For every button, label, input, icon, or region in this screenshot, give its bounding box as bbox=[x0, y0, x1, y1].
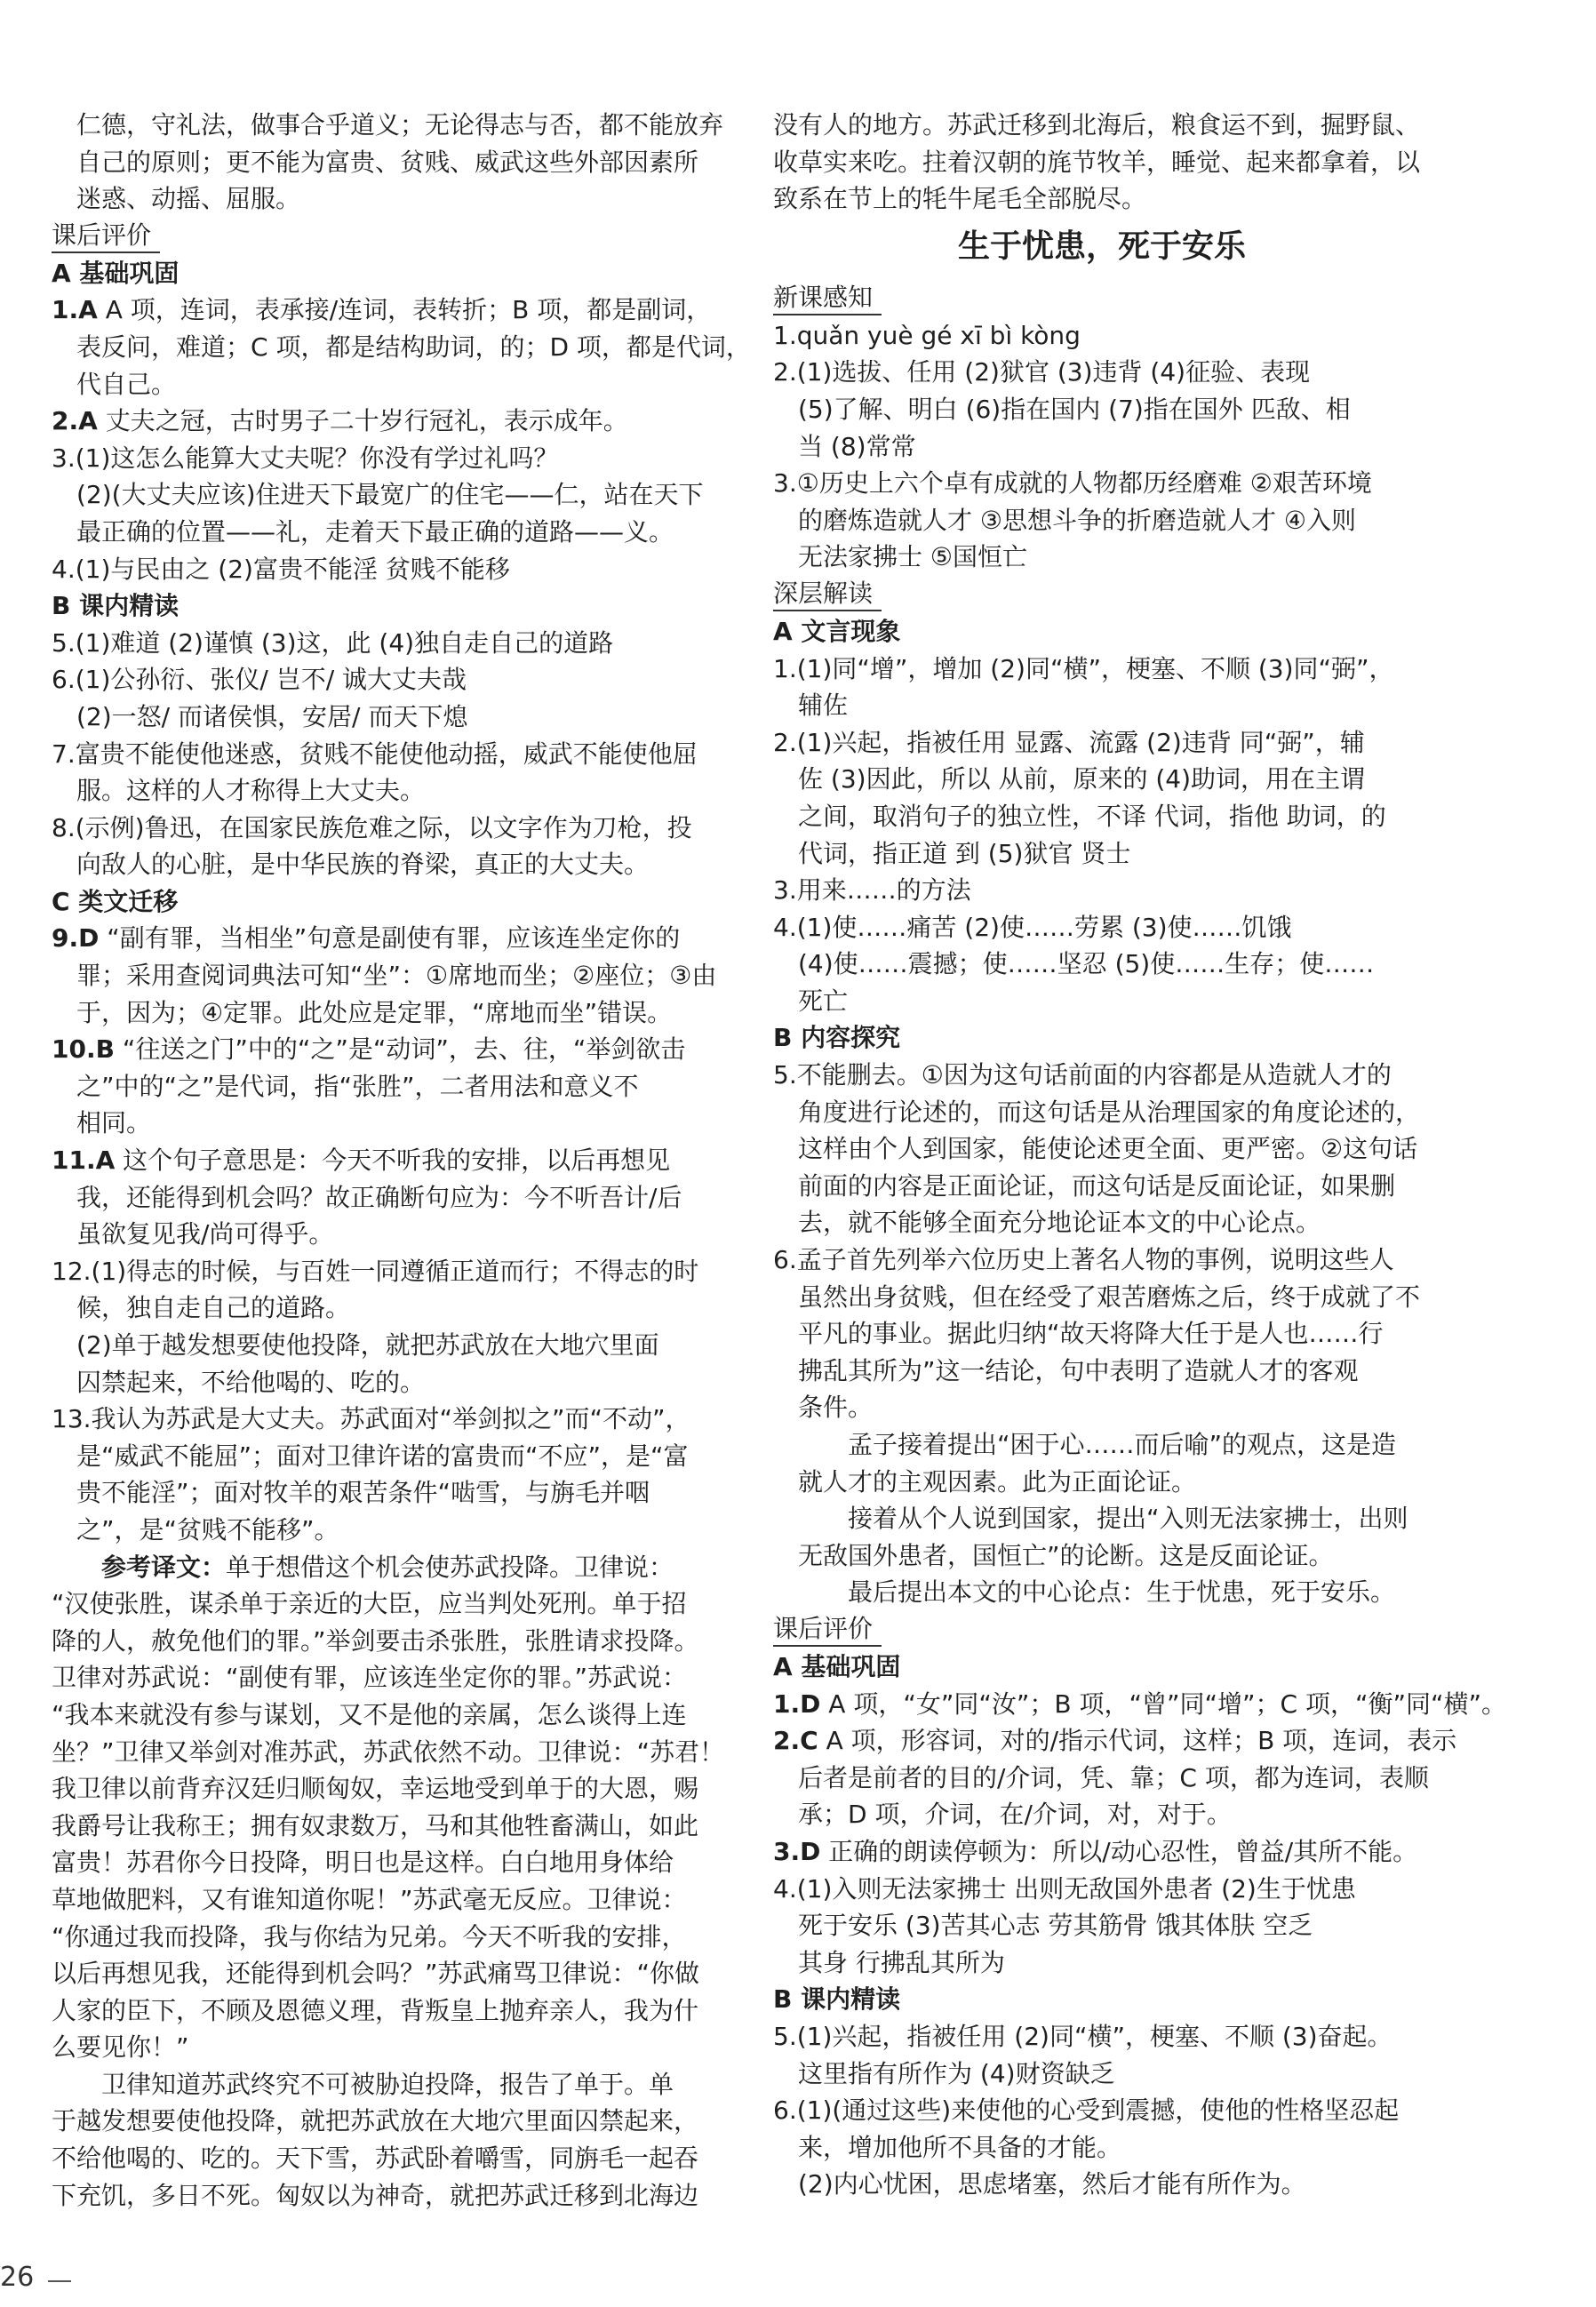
answer-number: 11.A bbox=[52, 1146, 116, 1176]
line-text: 死于安乐 (3)苦其心志 劳其筋骨 饿其体肤 空乏 bbox=[798, 1911, 1313, 1941]
line-text: “汉使张胜，谋杀单于亲近的大臣，应当判处死刑。单于招 bbox=[52, 1589, 687, 1619]
text-line bbox=[52, 2177, 711, 2215]
text-line bbox=[773, 1389, 1431, 1426]
answer-number: 2.C bbox=[773, 1726, 818, 1756]
text-line bbox=[773, 1168, 1431, 1205]
text-line bbox=[52, 476, 711, 514]
text-line bbox=[52, 661, 711, 698]
line-text: 我卫律以前背弃汉廷归顺匈奴，幸运地受到单于的大恩，赐 bbox=[52, 1774, 699, 1804]
section-tag-wrap bbox=[773, 576, 1431, 613]
text-line bbox=[52, 1696, 711, 1734]
text-line bbox=[52, 1289, 711, 1327]
line-text: 没有人的地方。苏武迁移到北海后，粮食运不到，掘野鼠、 bbox=[773, 110, 1421, 140]
text-line bbox=[52, 1438, 711, 1475]
text-line bbox=[773, 651, 1431, 688]
text-line bbox=[52, 772, 711, 810]
line-text: “你通过我而投降，我与你结为兄弟。今天不听我的安排， bbox=[52, 1921, 687, 1952]
text-line bbox=[52, 107, 724, 144]
line-text: (2)(大丈夫应该)住进天下最宽广的住宅——仁，站在天下 bbox=[76, 480, 704, 510]
line-text: 7.富贵不能使他迷惑，贫贱不能使他动摇，威武不能使他屈 bbox=[52, 738, 698, 769]
text-line bbox=[773, 909, 1431, 946]
text-line bbox=[52, 1474, 711, 1512]
line-text: 之”中的“之”是代词，指“张胜”，二者用法和意义不 bbox=[76, 1071, 639, 1101]
text-line bbox=[52, 1659, 711, 1696]
text-line bbox=[52, 403, 711, 440]
line-text: 表反问，难道；C 项，都是结构助词，的；D 项，都是代词， bbox=[76, 331, 751, 362]
line-text: 平凡的事业。据此归纳“故天将降大任于是人也……行 bbox=[798, 1319, 1384, 1349]
text-line bbox=[52, 366, 711, 403]
line-text: 草地做肥料，又有谁知道你呢！”苏武毫无反应。卫律说： bbox=[52, 1884, 687, 1914]
line-text: “我本来就没有参与谋划，又不是他的亲属，怎么谈得上连 bbox=[52, 1699, 687, 1729]
text-line bbox=[52, 1770, 711, 1808]
subsection-heading: A 基础巩固 bbox=[52, 258, 180, 288]
left-column bbox=[52, 107, 751, 2214]
line-text: 其身 行拂乱其所为 bbox=[798, 1947, 1005, 1977]
text-line bbox=[773, 724, 1431, 762]
line-text: 最正确的位置——礼，走着天下最正确的道路——义。 bbox=[76, 516, 674, 547]
line-text: 佐 (3)因此，所以 从前，原来的 (4)助词，用在主谓 bbox=[798, 764, 1366, 794]
line-text: 我爵号让我称王；拥有奴隶数万，马和其他牲畜满山，如此 bbox=[52, 1810, 699, 1840]
line-text: 后者是前者的目的/介词，凭、靠；C 项，都为连词，表顺 bbox=[798, 1762, 1429, 1792]
line-text: 5.(1)兴起，指被任用 (2)同“横”，梗塞、不顺 (3)奋起。 bbox=[773, 2021, 1393, 2051]
text-line bbox=[773, 761, 1431, 798]
text-line bbox=[52, 1031, 711, 1068]
text-line bbox=[52, 1955, 711, 1992]
text-line bbox=[773, 1760, 1431, 1797]
text-line bbox=[773, 983, 1431, 1020]
line-text: 服。这样的人才称得上大丈夫。 bbox=[76, 776, 426, 806]
line-text: 来，增加他所不具备的才能。 bbox=[798, 2132, 1122, 2162]
line-text: 1.quǎn yuè gé xī bì kòng bbox=[773, 320, 1081, 350]
text-line bbox=[52, 1327, 711, 1364]
line-text: 仁德，守礼法，做事合乎道义；无论得志与否，都不能放弃 bbox=[76, 110, 724, 140]
line-text: 3.(1)这怎么能算大丈夫呢？你没有学过礼吗？ bbox=[52, 443, 559, 473]
line-text: 之间，取消句子的独立性，不译 代词，指他 助词，的 bbox=[798, 801, 1386, 831]
text-line bbox=[773, 1537, 1431, 1575]
text-line bbox=[52, 1364, 711, 1401]
line-text: 2.(1)兴起，指被任用 显露、流露 (2)违背 同“弼”，辅 bbox=[773, 727, 1365, 757]
text-line bbox=[773, 1279, 1431, 1316]
subsection-heading: A 基础巩固 bbox=[773, 1651, 901, 1681]
line-text: 虽然出身贫贱，但在经受了艰苦磨炼之后，终于成就了不 bbox=[798, 1281, 1421, 1312]
line-text: 角度进行论述的，而这句话是从治理国家的角度论述的， bbox=[798, 1097, 1421, 1127]
section-tag: 课后评价 bbox=[773, 1613, 882, 1647]
text-line bbox=[52, 957, 717, 994]
text-line bbox=[52, 1512, 711, 1549]
line-text: 这里指有所作为 (4)财资缺乏 bbox=[798, 2058, 1115, 2088]
line-text: 以后再想见我，还能得到机会吗？”苏武痛骂卫律说：“你做 bbox=[52, 1959, 700, 1989]
answer-number: 1.A bbox=[52, 295, 98, 325]
line-text: 我，还能得到机会吗？故正确断句应为：今不听吾计/后 bbox=[76, 1182, 682, 1212]
line-text: 拂乱其所为”这一结论，句中表明了造就人才的客观 bbox=[798, 1355, 1359, 1385]
text-line bbox=[773, 946, 1431, 983]
text-line bbox=[773, 1464, 1431, 1501]
text-line bbox=[52, 846, 711, 883]
text-line bbox=[52, 1808, 711, 1845]
answer-number: 参考译文： bbox=[101, 1552, 227, 1582]
text-line bbox=[773, 1204, 1431, 1241]
text-line bbox=[773, 1500, 1431, 1537]
text-line bbox=[773, 2129, 1431, 2167]
text-line bbox=[52, 440, 711, 477]
text-line bbox=[773, 180, 1431, 218]
answer-number: 10.B bbox=[52, 1034, 115, 1065]
text-line bbox=[52, 1881, 711, 1919]
line-text: 丈夫之冠，古时男子二十岁行冠礼，表示成年。 bbox=[97, 406, 628, 436]
text-line bbox=[773, 502, 1431, 539]
line-text: 下充饥，多日不死。匈奴以为神奇，就把苏武迁移到北海边 bbox=[52, 2180, 699, 2210]
line-text: 6.(1)(通过这些)来使他的心受到震撼，使他的性格坚忍起 bbox=[773, 2095, 1400, 2126]
text-line bbox=[773, 2166, 1431, 2203]
line-text: 3.①历史上六个卓有成就的人物都历经磨难 ②艰苦环境 bbox=[773, 468, 1372, 499]
line-text: 于，因为；④定罪。此处应是定罪，“席地而坐”错误。 bbox=[76, 997, 673, 1027]
text-line bbox=[773, 391, 1431, 428]
text-line bbox=[52, 144, 711, 181]
line-text: 单于想借这个机会使苏武投降。卫律说： bbox=[226, 1552, 674, 1582]
section-tag: 深层解读 bbox=[773, 578, 882, 611]
lesson-title: 生于忧患，死于安乐 bbox=[957, 228, 1246, 265]
line-text: 2.(1)选拔、任用 (2)狱官 (3)违背 (4)征验、表现 bbox=[773, 357, 1311, 387]
line-text: 6.(1)公孙衍、张仪/ 岂不/ 诚大丈夫哉 bbox=[52, 665, 467, 695]
text-line bbox=[773, 1574, 1431, 1611]
line-text: 卫律知道苏武终究不可被胁迫投降，报告了单于。单 bbox=[101, 2069, 674, 2099]
text-line bbox=[773, 354, 1431, 391]
text-line bbox=[773, 107, 1431, 144]
text-line bbox=[773, 1796, 1431, 1833]
line-text: 坐？”卫律又举剑对准苏武，苏武依然不动。卫律说：“苏君！ bbox=[52, 1736, 725, 1767]
text-line bbox=[773, 687, 1431, 724]
text-line bbox=[773, 835, 1431, 873]
line-text: (5)了解、明白 (6)指在国内 (7)指在国外 匹敌、相 bbox=[798, 394, 1351, 424]
text-line bbox=[52, 994, 711, 1032]
line-text: 自己的原则；更不能为富贵、贫贱、威武这些外部因素所 bbox=[76, 147, 699, 177]
line-text: (2)单于越发想要使他投降，就把苏武放在大地穴里面 bbox=[76, 1330, 659, 1360]
text-line bbox=[52, 1253, 711, 1290]
text-line bbox=[773, 317, 1431, 355]
subsection-heading: B 内容探究 bbox=[773, 1023, 901, 1053]
text-line bbox=[52, 1585, 711, 1623]
text-line bbox=[52, 1919, 711, 1956]
text-line bbox=[773, 872, 1431, 909]
text-line bbox=[52, 2029, 711, 2066]
line-text: 接着从个人说到国家，提出“入则无法家拂士，出则 bbox=[848, 1504, 1408, 1534]
section-tag: 课后评价 bbox=[52, 220, 160, 253]
line-text: 4.(1)使……痛苦 (2)使……劳累 (3)使……饥饿 bbox=[773, 912, 1292, 942]
text-line bbox=[773, 539, 1431, 576]
line-text: 的磨炼造就人才 ③思想斗争的折磨造就人才 ④入则 bbox=[798, 505, 1357, 535]
text-line bbox=[773, 465, 1431, 502]
line-text: 是“威武不能屈”；面对卫律许诺的富贵而“不应”，是“富 bbox=[76, 1441, 689, 1471]
text-line bbox=[773, 1353, 1431, 1390]
text-line bbox=[773, 2092, 1431, 2129]
text-line bbox=[773, 2056, 1431, 2093]
text-line bbox=[52, 698, 711, 736]
answer-number: 9.D bbox=[52, 923, 100, 954]
line-text: (2)内心忧困，思虑堵塞，然后才能有所作为。 bbox=[798, 2169, 1306, 2199]
line-text: 8.(示例)鲁迅，在国家民族危难之际，以文字作为刀枪，投 bbox=[52, 812, 692, 842]
line-text: (2)一怒/ 而诸侯惧，安居/ 而天下熄 bbox=[76, 701, 468, 731]
subsection-heading: B 课内精读 bbox=[773, 1984, 901, 2015]
line-text: 3.用来……的方法 bbox=[773, 875, 971, 906]
text-line bbox=[52, 736, 711, 773]
line-text: 死亡 bbox=[798, 986, 849, 1016]
line-text: 这样由个人到国家，能使论述更全面、更严密。②这句话 bbox=[798, 1134, 1418, 1164]
text-line bbox=[52, 1734, 725, 1771]
text-line bbox=[52, 291, 711, 329]
line-text: 去，就不能够全面充分地论证本文的中心论点。 bbox=[798, 1208, 1321, 1238]
subsection-heading: A 文言现象 bbox=[773, 616, 901, 646]
line-text: 1.(1)同“增”，增加 (2)同“横”，梗塞、不顺 (3)同“弼”， bbox=[773, 653, 1394, 683]
line-text: 代自己。 bbox=[76, 369, 177, 399]
line-text: A 项，“女”同“汝”；B 项，“曾”同“增”；C 项，“衡”同“横”。 bbox=[820, 1688, 1506, 1719]
line-text: 贵不能淫”；面对牧羊的艰苦条件“啮雪，与旃毛并咽 bbox=[76, 1478, 650, 1508]
text-line bbox=[773, 1315, 1431, 1353]
text-line bbox=[52, 1105, 711, 1142]
line-text: 向敌人的心脏，是中华民族的脊梁，真正的大丈夫。 bbox=[76, 850, 650, 880]
line-text: 6.孟子首先列举六位历史上著名人物的事例，说明这些人 bbox=[773, 1245, 1394, 1275]
line-text: A 项，形容词，对的/指示代词，这样；B 项，连词，表示 bbox=[818, 1726, 1457, 1756]
text-line bbox=[52, 2066, 711, 2103]
text-line bbox=[52, 920, 711, 957]
line-text: 4.(1)与民由之 (2)富贵不能淫 贫贱不能移 bbox=[52, 554, 510, 584]
line-text: 迷惑、动摇、屈服。 bbox=[76, 184, 301, 214]
text-line bbox=[52, 1992, 711, 2030]
line-text: 承；D 项，介词，在/介词，对，对于。 bbox=[798, 1800, 1232, 1830]
line-text: 孟子接着提出“困于心……而后喻”的观点，这是造 bbox=[848, 1430, 1397, 1459]
text-line bbox=[773, 1094, 1431, 1131]
line-text: 囚禁起来，不给他喝的、吃的。 bbox=[76, 1367, 426, 1397]
line-text: 人家的臣下，不顾及恩德义理，背叛皇上抛弃亲人，我为什 bbox=[52, 1995, 699, 2025]
line-text: 13.我认为苏武是大丈夫。苏武面对“举剑拟之”而“不动”， bbox=[52, 1404, 690, 1434]
line-text: 虽欲复见我/尚可得乎。 bbox=[76, 1219, 334, 1249]
line-text: 4.(1)入则无法家拂士 出则无敌国外患者 (2)生于忧患 bbox=[773, 1873, 1356, 1904]
answer-number: 2.A bbox=[52, 406, 98, 436]
text-line bbox=[52, 180, 711, 218]
line-text: 这个句子意思是：今天不听我的安排，以后再想见 bbox=[115, 1146, 671, 1176]
text-line bbox=[773, 144, 1431, 181]
page-number: 26 bbox=[0, 2262, 35, 2293]
text-line bbox=[773, 1944, 1431, 1982]
text-line bbox=[773, 1057, 1431, 1094]
line-text: “副有罪，当相坐”句意是副使有罪，应该连坐定你的 bbox=[99, 923, 681, 954]
text-line bbox=[773, 1907, 1431, 1944]
line-text: 卫律对苏武说：“副使有罪，应该连坐定你的罪。”苏武说： bbox=[52, 1663, 688, 1693]
answer-number: 1.D bbox=[773, 1688, 821, 1719]
line-text: 无敌国外患者，国恒亡”的论断。这是反面论证。 bbox=[798, 1540, 1334, 1570]
text-line bbox=[773, 1722, 1457, 1760]
text-line bbox=[52, 1844, 711, 1881]
line-text: 当 (8)常常 bbox=[798, 431, 916, 461]
line-text: 降的人，赦免他们的罪。”举剑要击杀张胜，张胜请求投降。 bbox=[52, 1625, 699, 1656]
text-line bbox=[773, 1426, 1431, 1464]
text-line bbox=[52, 1142, 711, 1179]
page-number-dash bbox=[48, 2280, 71, 2282]
line-text: 最后提出本文的中心论点：生于忧患，死于安乐。 bbox=[848, 1577, 1396, 1608]
text-line bbox=[52, 551, 711, 588]
section-tag-wrap bbox=[773, 1611, 1431, 1648]
line-text: 前面的内容是正面论证，而这句话是反面论证，如果删 bbox=[798, 1170, 1396, 1201]
text-line bbox=[773, 1871, 1431, 1908]
text-line bbox=[773, 428, 1431, 466]
line-text: 无法家拂士 ⑤国恒亡 bbox=[798, 542, 1028, 572]
right-column bbox=[773, 107, 1506, 2203]
line-text: 候，独自走自己的道路。 bbox=[76, 1293, 351, 1323]
line-text: 富贵！苏君你今日投降，明日也是这样。白白地用身体给 bbox=[52, 1848, 674, 1878]
section-tag: 新课感知 bbox=[773, 282, 882, 315]
text-line bbox=[52, 2140, 711, 2177]
text-line bbox=[52, 810, 711, 847]
line-text: 之”，是“贫贱不能移”。 bbox=[76, 1514, 339, 1545]
text-line bbox=[773, 1833, 1431, 1871]
subsection-heading: B 课内精读 bbox=[52, 591, 180, 621]
line-text: 12.(1)得志的时候，与百姓一同遵循正道而行；不得志的时 bbox=[52, 1256, 699, 1286]
text-line bbox=[773, 2018, 1431, 2056]
text-line bbox=[773, 1241, 1431, 1279]
text-line bbox=[52, 1179, 711, 1217]
line-text: 致系在节上的牦牛尾毛全部脱尽。 bbox=[773, 184, 1147, 214]
line-text: 罪；采用查阅词典法可知“坐”：①席地而坐；②座位；③由 bbox=[76, 961, 717, 991]
line-text: 就人才的主观因素。此为正面论证。 bbox=[798, 1466, 1197, 1497]
answer-number: 3.D bbox=[773, 1836, 821, 1866]
line-text: 代词，指正道 到 (5)狱官 贤士 bbox=[798, 838, 1131, 868]
text-line bbox=[52, 1216, 711, 1253]
subsection-heading: C 类文迁移 bbox=[52, 886, 179, 916]
line-text: 么要见你！” bbox=[52, 2032, 189, 2063]
line-text: A 项，连词，表承接/连词，表转折；B 项，都是副词， bbox=[97, 295, 712, 325]
text-line bbox=[52, 1549, 711, 1586]
line-text: 收草实来吃。拄着汉朝的旄节牧羊，睡觉、起来都拿着，以 bbox=[773, 147, 1421, 177]
line-text: 不给他喝的、吃的。天下雪，苏武卧着嚼雪，同旃毛一起吞 bbox=[52, 2143, 699, 2174]
line-text: 于越发想要使他投降，就把苏武放在大地穴里面囚禁起来， bbox=[52, 2106, 699, 2136]
line-text: 相同。 bbox=[76, 1108, 152, 1138]
line-text: 5.不能删去。①因为这句话前面的内容都是从造就人才的 bbox=[773, 1060, 1392, 1090]
text-line bbox=[52, 2103, 711, 2140]
text-line bbox=[52, 1623, 711, 1660]
text-line bbox=[52, 514, 711, 551]
line-text: 5.(1)难道 (2)谨慎 (3)这，此 (4)独自走自己的道路 bbox=[52, 627, 614, 658]
section-tag-wrap bbox=[773, 280, 1431, 317]
text-line bbox=[773, 1130, 1431, 1168]
text-line bbox=[52, 1401, 711, 1438]
line-text: 辅佐 bbox=[798, 691, 849, 721]
line-text: “往送之门”中的“之”是“动词”，去、往，“举剑欲击 bbox=[114, 1034, 686, 1065]
text-line bbox=[52, 625, 711, 662]
text-line bbox=[773, 1686, 1506, 1723]
line-text: 条件。 bbox=[798, 1393, 874, 1423]
line-text: (4)使……震撼；使……坚忍 (5)使……生存；使…… bbox=[798, 949, 1375, 979]
text-line bbox=[773, 798, 1431, 835]
section-tag-wrap bbox=[52, 218, 711, 255]
line-text: 正确的朗读停顿为：所以/动心忍性，曾益/其所不能。 bbox=[820, 1836, 1418, 1866]
text-line bbox=[52, 329, 751, 366]
text-line bbox=[52, 1068, 711, 1106]
